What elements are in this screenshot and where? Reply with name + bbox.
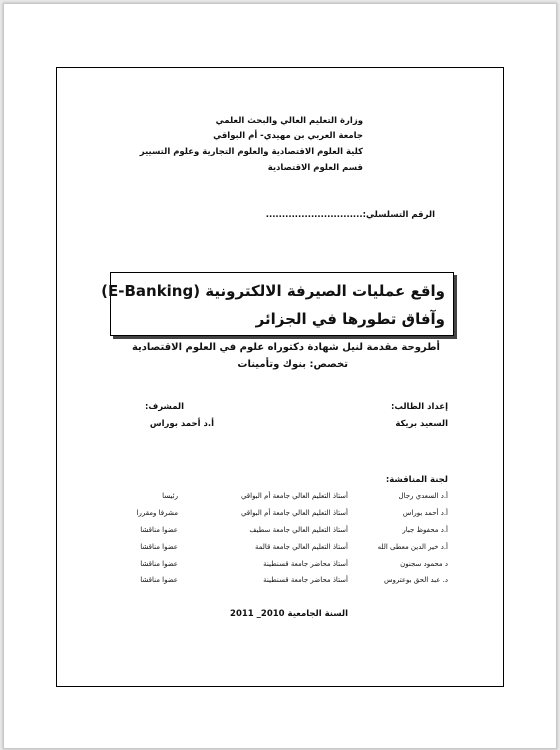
academic-year: السنة الجامعية 2010_ 2011 [230, 609, 348, 619]
committee-member-role: مشرفا ومقررا [136, 509, 178, 517]
committee-member-title: أستاذ التعليم العالي جامعة سطيف [249, 526, 348, 534]
student-name: السعيد بريكة [395, 419, 448, 429]
university-line: جامعة العربي بن مهيدي- أم البواقي [213, 131, 363, 141]
student-label: إعداد الطالب: [390, 402, 448, 412]
committee-member-title: أستاذ التعليم العالي جامعة أم البواقي [240, 509, 348, 517]
thesis-description: أطروحة مقدمة لنيل شهادة دكتوراه علوم في العلوم الاقتصادية [131, 342, 440, 353]
committee-member-name: أ.د خير الدين معطى الله [377, 543, 448, 551]
committee-member-title: أستاذ محاضر جامعة قسنطينة [263, 576, 348, 584]
committee-member-role: عضوا مناقشا [140, 560, 178, 568]
committee-member-title: أستاذ التعليم العالي جامعة قالمة [254, 543, 348, 551]
ministry-line: وزارة التعليم العالي والبحث العلمي [215, 116, 363, 126]
committee-member-role: رئيسا [162, 492, 178, 500]
thesis-specialty: تخصص: بنوك وتأمينات [237, 359, 348, 370]
committee-member-title: أستاذ التعليم العالي جامعة أم البواقي [240, 492, 348, 500]
committee-member-name: د محمود سجنون [400, 560, 448, 568]
document-page [3, 3, 557, 749]
committee-member-name: د. عبد الحق بوعتروس [383, 576, 448, 584]
committee-member-role: عضوا مناقشا [140, 526, 178, 534]
title-line-2: وآفاق تطورها في الجزائر [255, 310, 445, 328]
supervisor-label: المشرف: [144, 402, 184, 412]
page-border-frame [56, 67, 504, 687]
title-line-1: واقع عمليات الصيرفة الالكترونية (E-Banking) [101, 282, 445, 300]
faculty-line: كلية العلوم الاقتصادية والعلوم التجارية وعلوم التسيير [139, 147, 363, 157]
committee-member-name: أ.د أحمد بوراس [402, 509, 448, 517]
supervisor-name: أ.د أحمد بوراس [149, 419, 214, 429]
committee-member-role: عضوا مناقشا [140, 543, 178, 551]
department-line: قسم العلوم الاقتصادية [267, 163, 363, 173]
committee-member-title: أستاذ محاضر جامعة قسنطينة [263, 560, 348, 568]
title-box [101, 272, 454, 336]
committee-member-name: أ.د السعدي رجال [398, 492, 448, 500]
committee-label: لجنة المناقشة: [385, 475, 448, 485]
committee-member-name: أ.د محفوظ جبار [402, 526, 448, 534]
committee-member-role: عضوا مناقشا [140, 576, 178, 584]
serial-number: الرقم التسلسلي:.............................. [265, 210, 435, 220]
